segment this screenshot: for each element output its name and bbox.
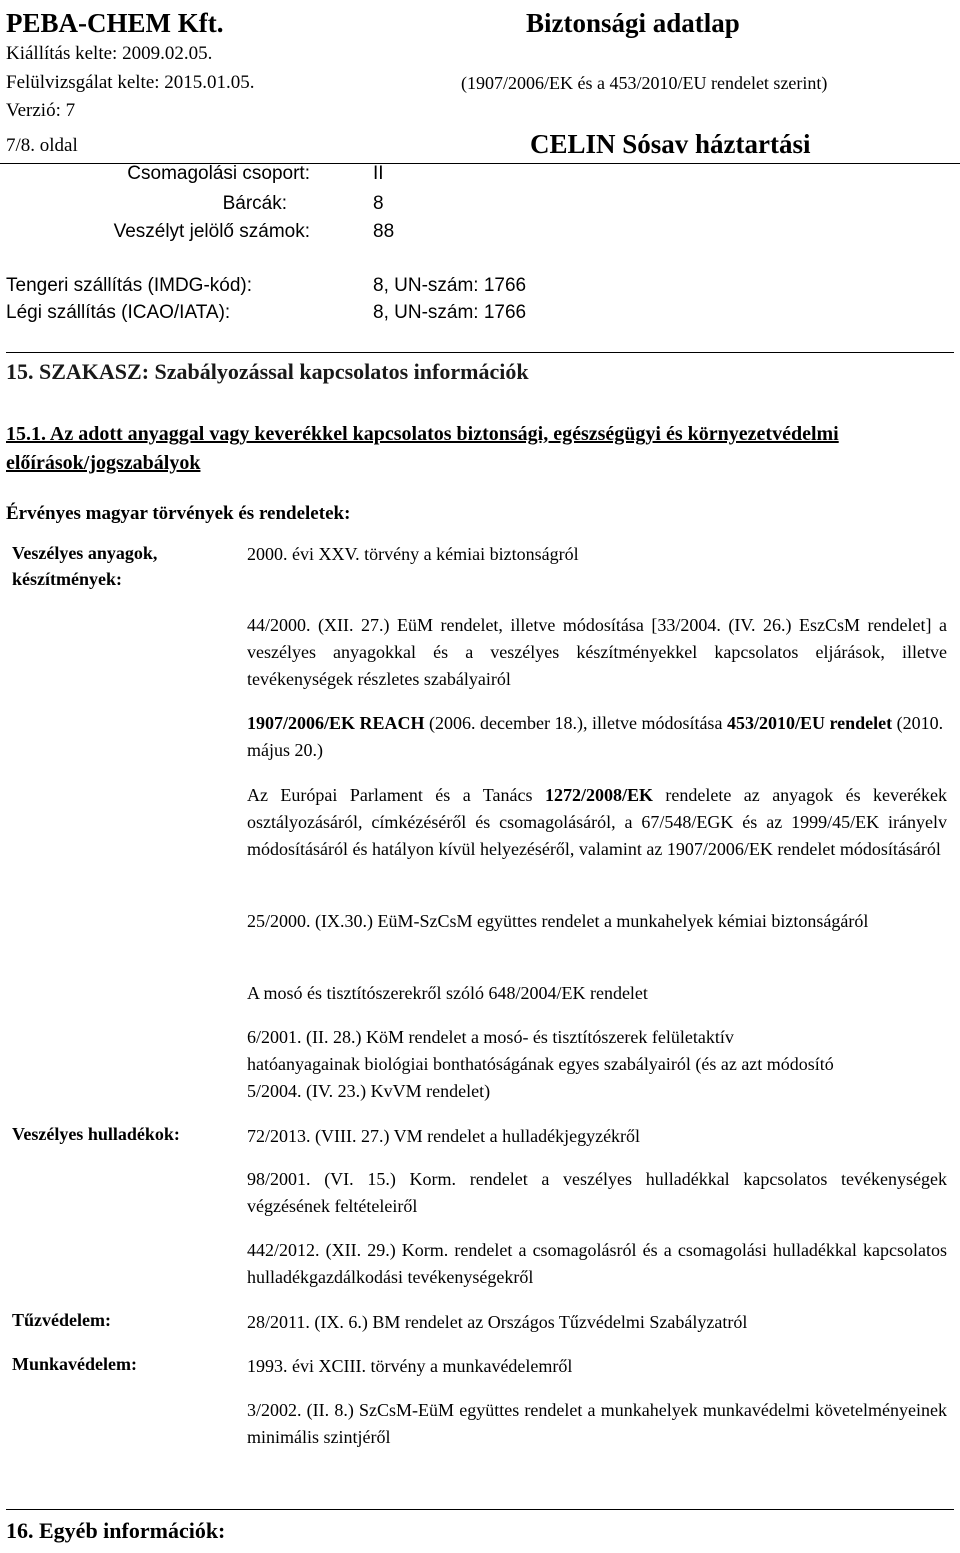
- version: Verzió: 7: [6, 100, 76, 121]
- fire-protection-label: Tűzvédelem:: [12, 1310, 111, 1330]
- product-name: CELIN Sósav háztartási: [530, 129, 811, 159]
- company-name: PEBA-CHEM Kft.: [6, 8, 224, 38]
- hazardous-substances-label: Veszélyes anyagok, készítmények:: [12, 543, 158, 589]
- reach-reference: 1907/2006/EK REACH: [247, 713, 425, 733]
- sea-transport-value: 8, UN-szám: 1766: [373, 275, 527, 296]
- regulation-reference: (1907/2006/EK és a 453/2010/EU rendelet szerint): [461, 73, 828, 93]
- hazard-id-label: Veszélyt jelölő számok:: [113, 221, 310, 242]
- air-transport-label: Légi szállítás (ICAO/IATA):: [6, 302, 231, 323]
- air-transport-value: 8, UN-szám: 1766: [373, 302, 527, 323]
- hazard-id-value: 88: [373, 221, 395, 242]
- law-item: 25/2000. (IX.30.) EüM-SzCsM együttes rendelet a munkahelyek kémiai biztonságáról: [247, 911, 869, 931]
- law-item: 98/2001. (VI. 15.) Korm. rendelet a veszélyes hulladékkal kapcsolatos tevékenységek végzésének feltételeiről: [247, 1169, 947, 1216]
- law-item: 2000. évi XXV. törvény a kémiai biztonságról: [247, 544, 579, 564]
- hazardous-waste-label: Veszélyes hulladékok:: [12, 1124, 180, 1144]
- law-item: 3/2002. (II. 8.) SzCsM-EüM együttes rendelet a munkahelyek munkavédelmi követelményeinek minimális szintjéről: [247, 1400, 947, 1447]
- law-item: 44/2000. (XII. 27.) EüM rendelet, illetve módosítása [33/2004. (IV. 26.) EszCsM rendelet] a veszélyes anyagokkal és a veszélyes készítményekkel kapcsolatos eljárások, illetve tevékenységek részletes szabályairól: [247, 615, 947, 689]
- law-item: [247, 782, 947, 863]
- packing-group-label: Csomagolási csoport:: [127, 163, 310, 184]
- section-15-divider: [6, 352, 954, 353]
- sea-transport-label: Tengeri szállítás (IMDG-kód):: [6, 275, 253, 296]
- law-text-line: 5/2004. (IV. 23.) KvVM rendelet): [247, 1081, 491, 1101]
- law-item: 72/2013. (VIII. 27.) VM rendelet a hulladékjegyzékről: [247, 1126, 641, 1146]
- section-15-1-title: 15.1. Az adott anyaggal vagy keverékkel kapcsolatos biztonsági, egészségügyi és környezetvédelmi előírások/jogszabályok: [6, 423, 839, 474]
- law-item: 28/2011. (IX. 6.) BM rendelet az Országos Tűzvédelmi Szabályzatról: [247, 1312, 748, 1332]
- law-item: A mosó és tisztítószerekről szóló 648/2004/EK rendelet: [247, 983, 648, 1003]
- section-16-title: 16. Egyéb információk:: [6, 1518, 226, 1543]
- law-text: rendelete az anyagok és keverékek osztályozásáról, címkézéséről és csomagolásáról, a 67/548/EGK és az 1999/45/EK irányelv módosításáról és hatályon kívül helyezéséről, valamint az 1907/2006/EK rendelet módosításáról: [247, 785, 947, 859]
- law-text: Az Európai Parlament és a Tanács: [247, 785, 545, 805]
- section-16-divider: [6, 1509, 954, 1510]
- law-text-line: 6/2001. (II. 28.) KöM rendelet a mosó- és tisztítószerek felületaktív: [247, 1027, 734, 1047]
- law-item: 1993. évi XCIII. törvény a munkavédelemről: [247, 1356, 573, 1376]
- law-text: (2006. december 18.), illetve módosítása: [424, 713, 727, 733]
- labels-label: Bárcák:: [222, 193, 287, 214]
- law-text-line: hatóanyagainak biológiai bonthatóságának egyes szabályairól (és az azt módosító: [247, 1054, 834, 1074]
- page-number: 7/8. oldal: [6, 135, 78, 156]
- packing-group-value: II: [373, 163, 384, 184]
- law-item: [247, 710, 947, 764]
- law-text: (2010. május 20.): [247, 713, 944, 760]
- clp-reference: 1272/2008/EK: [544, 785, 653, 805]
- law-item: [247, 1024, 947, 1105]
- section-15-title: 15. SZAKASZ: Szabályozással kapcsolatos információk: [6, 359, 529, 384]
- labels-value: 8: [373, 193, 384, 214]
- regulation-number: 453/2010/EU rendelet: [726, 713, 893, 733]
- revision-date: Felülvizsgálat kelte: 2015.01.05.: [6, 72, 255, 93]
- law-item: 442/2012. (XII. 29.) Korm. rendelet a csomagolásról és a csomagolási hulladékkal kapcsolatos hulladékgazdálkodási tevékenységekről: [247, 1240, 947, 1287]
- work-safety-label: Munkavédelem:: [12, 1354, 137, 1374]
- valid-laws-heading: Érvényes magyar törvények és rendeletek:: [6, 503, 351, 524]
- document-title: Biztonsági adatlap: [526, 8, 740, 38]
- issue-date: Kiállítás kelte: 2009.02.05.: [6, 43, 213, 64]
